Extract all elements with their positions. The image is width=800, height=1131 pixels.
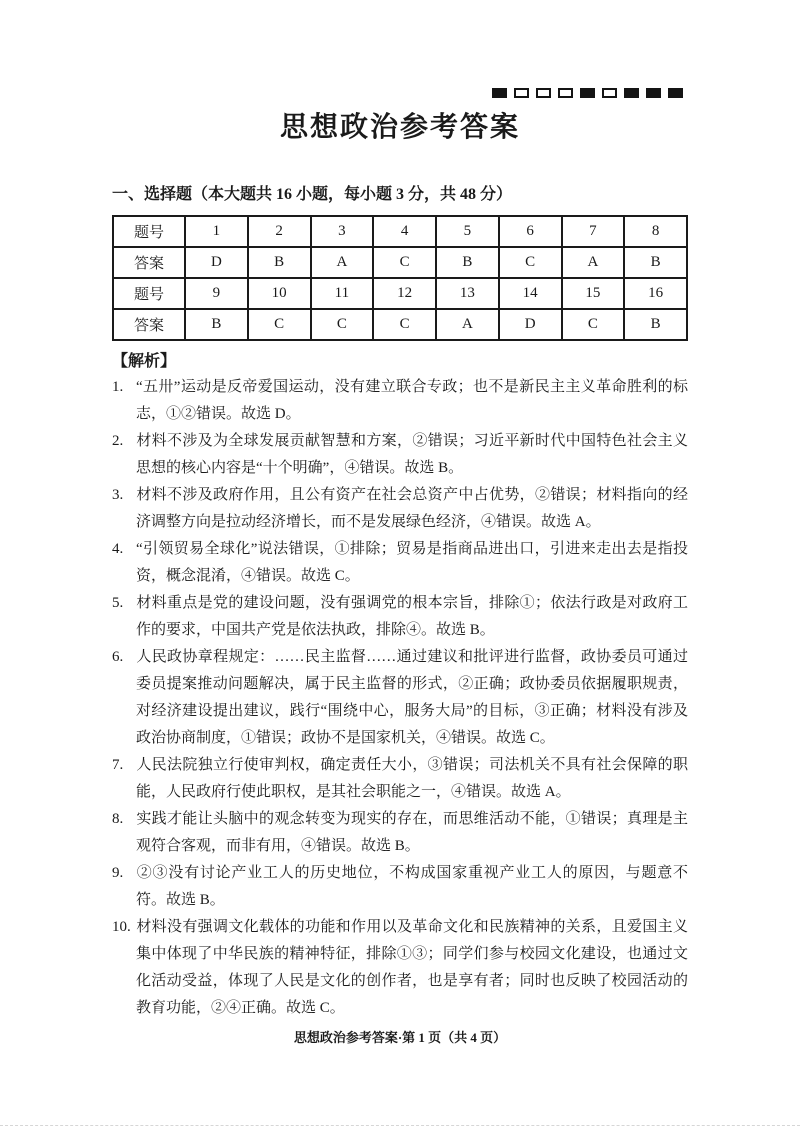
answer-cell: C — [311, 309, 374, 340]
item-number: 7. — [112, 757, 124, 773]
answer-cell: 12 — [373, 278, 436, 309]
answer-cell: A — [562, 247, 625, 278]
answer-cell: A — [436, 309, 499, 340]
item-text: 实践才能让头脑中的观念转变为现实的存在，而思维活动不能，①错误；真理是主观符合客观，而非有用，④错误。故选 B。 — [136, 811, 688, 854]
analysis-item — [112, 806, 688, 860]
answer-cell: 5 — [436, 216, 499, 247]
answer-cell: 13 — [436, 278, 499, 309]
row-label-cell: 答案 — [113, 309, 185, 340]
answer-cell: C — [499, 247, 562, 278]
item-number: 9. — [112, 865, 124, 881]
answer-table — [112, 215, 688, 341]
analysis-label: 【解析】 — [112, 353, 177, 370]
table-row — [113, 309, 687, 340]
answer-cell: A — [311, 247, 374, 278]
answer-cell: B — [624, 309, 687, 340]
page-footer: 思想政治参考答案·第 1 页（共 4 页） — [293, 1030, 507, 1045]
section-heading-detail: （本大题共 16 小题，每小题 3 分，共 48 分） — [192, 186, 513, 203]
item-number: 2. — [112, 433, 124, 449]
row-label-cell: 答案 — [113, 247, 185, 278]
section-heading — [112, 181, 688, 204]
analysis-item — [112, 860, 688, 914]
item-number: 10. — [112, 919, 131, 935]
row-label-cell: 题号 — [113, 216, 185, 247]
analysis-item — [112, 644, 688, 752]
item-number: 8. — [112, 811, 124, 827]
answer-cell: 9 — [185, 278, 248, 309]
analysis-item — [112, 536, 688, 590]
scan-edge-line — [0, 1125, 800, 1126]
table-row — [113, 278, 687, 309]
analysis-item — [112, 428, 688, 482]
item-text: “五卅”运动是反帝爱国运动，没有建立联合专政；也不是新民主主义革命胜利的标志，①②错误。故选 D。 — [136, 379, 688, 422]
answer-cell: D — [499, 309, 562, 340]
analysis-item — [112, 914, 688, 1022]
answer-cell: 15 — [562, 278, 625, 309]
item-text: ②③没有讨论产业工人的历史地位，不构成国家重视产业工人的原因，与题意不符。故选 B。 — [136, 865, 688, 908]
answer-cell: 1 — [185, 216, 248, 247]
answer-cell: B — [185, 309, 248, 340]
answer-cell: 7 — [562, 216, 625, 247]
analysis-item — [112, 482, 688, 536]
item-text: 材料重点是党的建设问题，没有强调党的根本宗旨，排除①；依法行政是对政府工作的要求，中国共产党是依法执政，排除④。故选 B。 — [136, 595, 688, 638]
answer-cell: C — [248, 309, 311, 340]
answer-cell: 3 — [311, 216, 374, 247]
row-label-cell: 题号 — [113, 278, 185, 309]
analysis-item — [112, 590, 688, 644]
section-heading-label: 一、选择题 — [112, 186, 193, 203]
answer-cell: C — [562, 309, 625, 340]
item-text: 材料不涉及为全球发展贡献智慧和方案，②错误；习近平新时代中国特色社会主义思想的核心内容是“十个明确”，④错误。故选 B。 — [136, 433, 688, 476]
item-text: 人民政协章程规定：……民主监督……通过建议和批评进行监督，政协委员可通过委员提案推动问题解决，属于民主监督的形式，②正确；政协委员依据履职规责，对经济建设提出建议，践行“围绕中心，服务大局”的目标，③正确；材料没有涉及政治协商制度，①错误；政协不是国家机关，④错误。故选 C。 — [136, 649, 688, 746]
item-number: 1. — [112, 379, 124, 395]
answer-cell: C — [373, 309, 436, 340]
answer-cell: B — [436, 247, 499, 278]
analysis-item — [112, 374, 688, 428]
item-text: 材料没有强调文化载体的功能和作用以及革命文化和民族精神的关系，且爱国主义集中体现了中华民族的精神特征，排除①③；同学们参与校园文化建设，也通过文化活动受益，体现了人民是文化的创作者，也是享有者；同时也反映了校园活动的教育功能，②④正确。故选 C。 — [136, 919, 688, 1016]
analysis-item — [112, 752, 688, 806]
item-number: 5. — [112, 595, 124, 611]
page-title: 思想政治参考答案 — [279, 112, 520, 143]
table-row — [113, 247, 687, 278]
answer-cell: 14 — [499, 278, 562, 309]
item-text: “引领贸易全球化”说法错误，①排除；贸易是指商品进出口，引进来走出去是指投资，概念混淆，④错误。故选 C。 — [136, 541, 688, 584]
item-number: 4. — [112, 541, 124, 557]
answer-cell: 8 — [624, 216, 687, 247]
answer-cell: 2 — [248, 216, 311, 247]
answer-cell: 4 — [373, 216, 436, 247]
answer-cell: D — [185, 247, 248, 278]
analysis-list — [112, 374, 688, 1022]
answer-cell: B — [248, 247, 311, 278]
item-number: 6. — [112, 649, 124, 665]
answer-cell: 11 — [311, 278, 374, 309]
item-text: 人民法院独立行使审判权，确定责任大小，③错误；司法机关不具有社会保障的职能，人民政府行使此职权，是其社会职能之一，④错误。故选 A。 — [136, 757, 688, 800]
answer-cell: 16 — [624, 278, 687, 309]
item-text: 材料不涉及政府作用，且公有资产在社会总资产中占优势，②错误；材料指向的经济调整方向是拉动经济增长，而不是发展绿色经济，④错误。故选 A。 — [136, 487, 688, 530]
answer-cell: 6 — [499, 216, 562, 247]
document-content — [112, 0, 688, 1046]
table-row — [113, 216, 687, 247]
answer-cell: C — [373, 247, 436, 278]
answer-cell: 10 — [248, 278, 311, 309]
item-number: 3. — [112, 487, 124, 503]
answer-cell: B — [624, 247, 687, 278]
